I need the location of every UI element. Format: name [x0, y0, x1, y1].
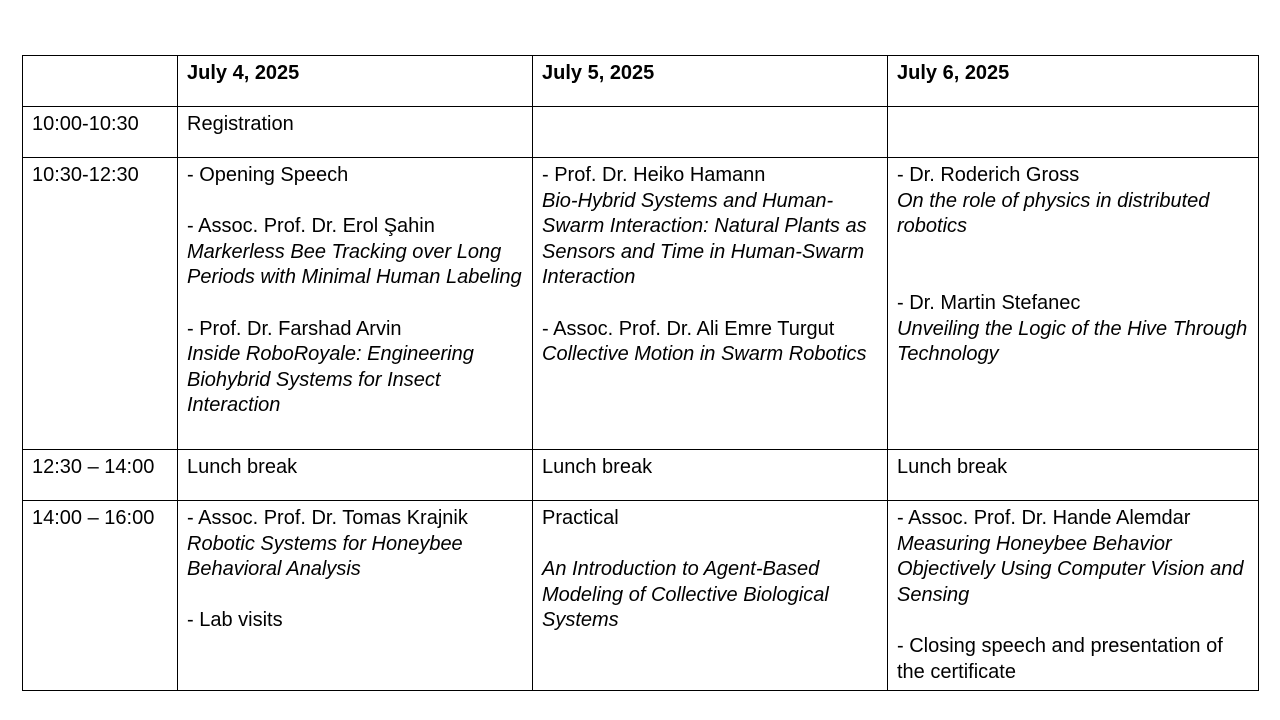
- lunch-day3: Lunch break: [888, 450, 1259, 501]
- speaker-name: - Dr. Martin Stefanec: [897, 291, 1081, 314]
- talk-title: Inside RoboRoyale: Engineering Biohybrid Systems for Insect Interaction: [187, 343, 474, 417]
- speaker-name: - Dr. Roderich Gross: [897, 164, 1080, 186]
- talk-title: Bio-Hybrid Systems and Human-Swarm Interaction: Natural Plants as Sensors and Time in Human-Swarm Interaction: [542, 189, 867, 289]
- afternoon-row: [23, 501, 1259, 691]
- lunch-day1: Lunch break: [178, 450, 533, 501]
- header-day3: July 6, 2025: [888, 56, 1259, 107]
- speaker-name: - Assoc. Prof. Dr. Tomas Krajnik: [187, 507, 468, 529]
- talk-title: Robotic Systems for Honeybee Behavioral Analysis: [187, 532, 463, 581]
- speaker-name: - Prof. Dr. Heiko Hamann: [542, 164, 766, 186]
- morning-day1-cell: [178, 158, 533, 450]
- lab-visits: - Lab visits: [187, 609, 283, 632]
- header-day1: July 4, 2025: [178, 56, 533, 107]
- speaker-name: - Prof. Dr. Farshad Arvin: [187, 317, 402, 340]
- registration-row: [23, 107, 1259, 158]
- talk-title: Measuring Honeybee Behavior Objectively Using Computer Vision and Sensing: [897, 532, 1244, 606]
- talk-title: Unveiling the Logic of the Hive Through Technology: [897, 317, 1248, 366]
- talk-title: Markerless Bee Tracking over Long Periods with Minimal Human Labeling: [187, 240, 522, 289]
- practical-label: Practical: [542, 507, 619, 529]
- morning-row: [23, 158, 1259, 450]
- lunch-row: [23, 450, 1259, 501]
- registration-day2: [533, 107, 888, 158]
- registration-day1: Registration: [178, 107, 533, 158]
- morning-day3-cell: [888, 158, 1259, 450]
- registration-day3: [888, 107, 1259, 158]
- morning-time: 10:30-12:30: [23, 158, 178, 450]
- opening-speech: - Opening Speech: [187, 164, 349, 186]
- talk-title: An Introduction to Agent-Based Modeling of Collective Biological Systems: [542, 558, 829, 632]
- afternoon-day3-cell: [888, 501, 1259, 691]
- morning-day2-cell: [533, 158, 888, 450]
- lunch-time: 12:30 – 14:00: [23, 450, 178, 501]
- header-day2: July 5, 2025: [533, 56, 888, 107]
- afternoon-day2-cell: [533, 501, 888, 691]
- talk-title: On the role of physics in distributed robotics: [897, 189, 1210, 238]
- afternoon-day1-cell: [178, 501, 533, 691]
- header-corner-cell: [23, 56, 178, 107]
- afternoon-time: 14:00 – 16:00: [23, 501, 178, 691]
- speaker-name: - Assoc. Prof. Dr. Hande Alemdar: [897, 507, 1191, 529]
- talk-title: Collective Motion in Swarm Robotics: [542, 343, 867, 366]
- closing-speech: - Closing speech and presentation of the certificate: [897, 634, 1223, 683]
- schedule-table: [22, 55, 1259, 691]
- header-row: [23, 56, 1259, 107]
- registration-time: 10:00-10:30: [23, 107, 178, 158]
- speaker-name: - Assoc. Prof. Dr. Erol Şahin: [187, 215, 435, 238]
- lunch-day2: Lunch break: [533, 450, 888, 501]
- speaker-name: - Assoc. Prof. Dr. Ali Emre Turgut: [542, 317, 835, 340]
